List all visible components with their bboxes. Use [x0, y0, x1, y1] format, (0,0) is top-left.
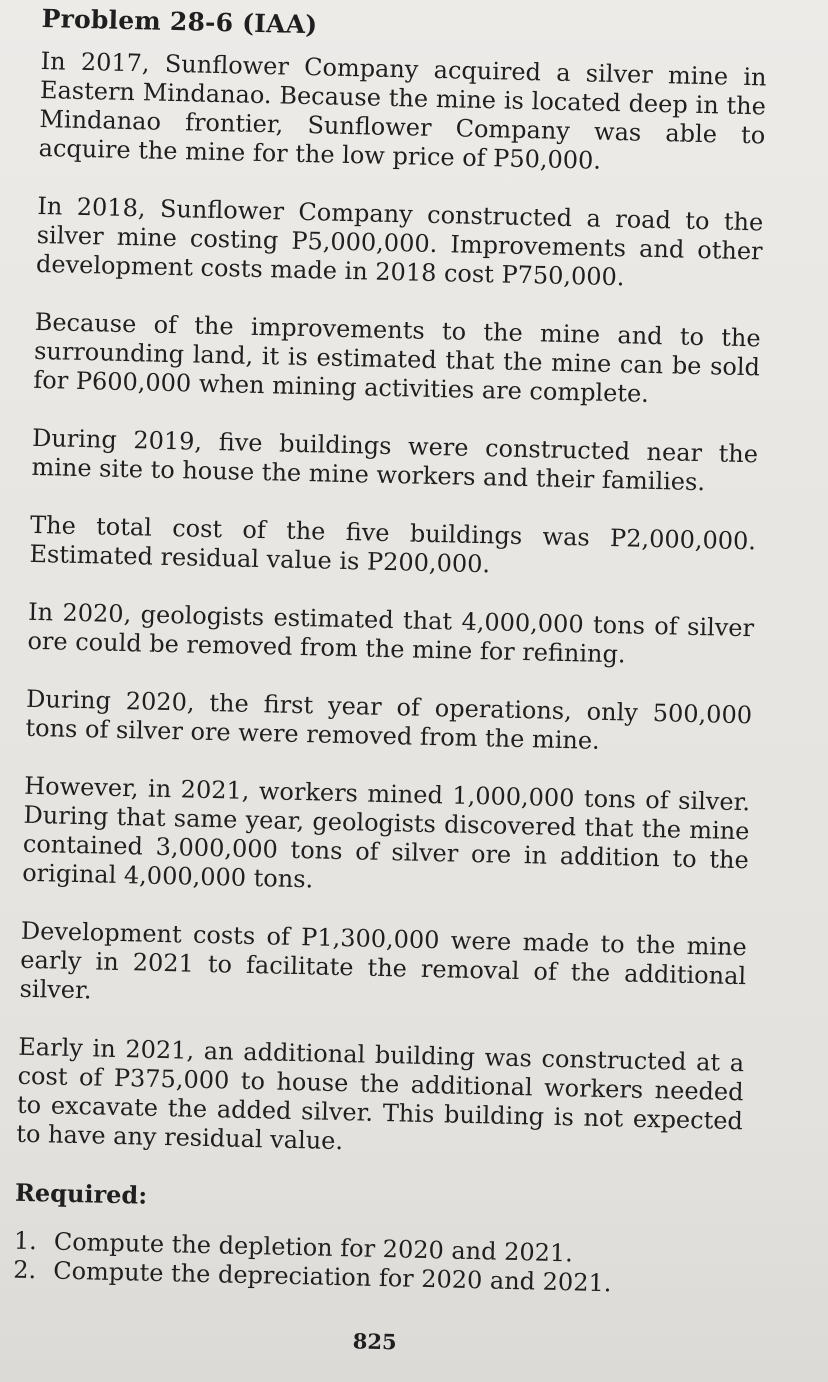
- required-item-text: Compute the depreciation for 2020 and 2021.: [52, 1256, 612, 1298]
- page-number: 825: [352, 1328, 397, 1355]
- paragraph-buildings: During 2019, five buildings were constructed near the mine site to house the mine workers and their families.: [31, 423, 759, 497]
- paragraph-road-construction: In 2018, Sunflower Company constructed a road to the silver mine costing P5,000,000. Improvements and other development costs made in 2018 cost P750,000.: [35, 191, 764, 292]
- paragraph-first-year: During 2020, the first year of operations, only 500,000 tons of silver ore were removed from the mine.: [25, 684, 753, 755]
- paragraph-2021-mining: However, in 2021, workers mined 1,000,000 tons of silver. During that same year, geologists discovered that the mine contained 3,000,000 tons of silver ore in addition to the original 4,000,000 tons.: [21, 771, 751, 894]
- paragraph-building-cost: The total cost of the five buildings was P2,000,000. Estimated residual value is P200,000.: [29, 510, 757, 579]
- problem-title: Problem 28-6 (IAA): [41, 4, 318, 40]
- required-heading: Required:: [14, 1177, 148, 1210]
- paragraph-acquisition: In 2017, Sunflower Company acquired a silver mine in Eastern Mindanao. Because the mine is located deep in the Mindanao frontier, Sunflower Company was able to acquire the mine for the low price of P50,000.: [38, 46, 767, 175]
- page-content: [12, 4, 768, 1364]
- paragraph-additional-building: Early in 2021, an additional building was constructed at a cost of P375,000 to house the additional workers needed to excavate the added silver. This building is not expected to have any residual value.: [16, 1032, 745, 1156]
- required-item-number: 2.: [12, 1255, 37, 1285]
- paragraph-development-costs: Development costs of P1,300,000 were made to the mine early in 2021 to facilitate the removal of the additional silver.: [19, 916, 748, 1005]
- required-list: [13, 1227, 740, 1301]
- paragraph-ore-estimate: In 2020, geologists estimated that 4,000,000 tons of silver ore could be removed from the mine for refining.: [27, 597, 755, 669]
- paragraph-sale-estimate: Because of the improvements to the mine and to the surrounding land, it is estimated that the mine can be sold for P600,000 when mining activities are complete.: [33, 307, 761, 408]
- required-item-number: 1.: [13, 1226, 38, 1256]
- required-item-text: Compute the depletion for 2020 and 2021.: [53, 1227, 574, 1268]
